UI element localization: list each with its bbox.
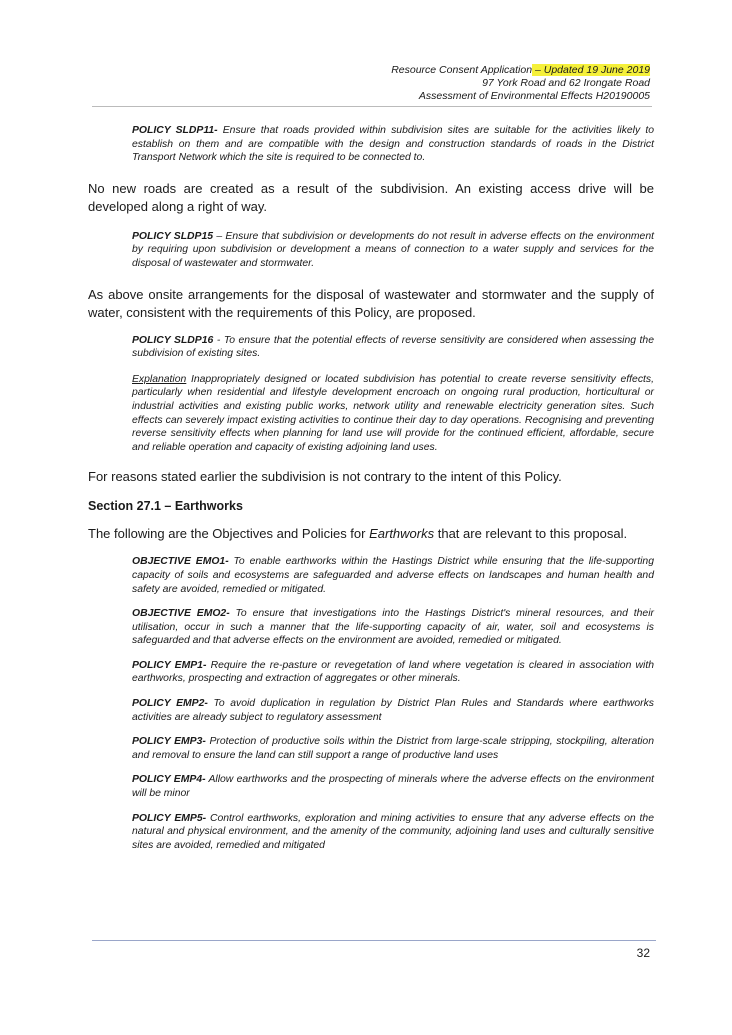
objective-emo2 (132, 607, 654, 648)
policy-label: POLICY EMP1- (132, 659, 207, 671)
policy-label: OBJECTIVE EMO1- (132, 556, 229, 568)
policy-label: POLICY SLDP15 (132, 230, 214, 242)
document-body (88, 124, 654, 852)
header-divider (92, 106, 652, 107)
policy-label: POLICY EMP3- (132, 736, 206, 748)
policy-text: Protection of productive soils within the District from large-scale stripping, stockpiling, alteration and removal to ensure the land can still support a range of productive land uses (132, 736, 654, 761)
policy-text: Allow earthworks and the prospecting of minerals where the adverse effects on the environment will be minor (132, 774, 655, 800)
section-heading: Section 27.1 – Earthworks (88, 499, 243, 514)
explanation-text: Inappropriately designed or located subdivision has potential to create reverse sensitivity effects, particularly when residential and lifestyle development encroach on ongoing rural production, horticultural or industrial activities and existing public works, network utility and renewable electricity generation sites. Such effects can severely impact existing activities to continue their day to day operations. Recognising and preventing reverse sensitivity effects when planning for land use will provide for the continued efficient, affordable, secure and reliable operation and capacity of existing adjoining land uses. (132, 373, 654, 453)
policy-text: - To ensure that the potential effects of reverse sensitivity are considered when assessing the subdivision of existing sites. (132, 334, 654, 360)
footer-divider (92, 940, 656, 941)
policy-label: POLICY EMP5- (132, 812, 207, 824)
policy-emp2 (132, 697, 654, 724)
policy-text: To ensure that investigations into the Hastings District's mineral resources, and their utilisation, occur in such a manner that the life-supporting capacity of air, water, soil and ecosystems is safeguarded and that adverse effects on the environment are avoided, remedied or mitigated. (132, 608, 654, 647)
intro-emphasis: Earthworks (369, 526, 435, 542)
paragraph-reasons: For reasons stated earlier the subdivision is not contrary to the intent of this Policy. (88, 469, 562, 485)
policy-emp1 (132, 659, 654, 686)
policy-sldp11 (132, 124, 654, 165)
policy-text: To avoid duplication in regulation by District Plan Rules and Standards where earthworks activities are already subject to regulatory assessment (132, 698, 654, 723)
policy-text: To enable earthworks within the Hastings District while ensuring that the life-supporting capacity of soils and ecosystems are safeguarded and adverse effects on landscapes and human health and safety are avoided, remedied or mitigated. (132, 556, 654, 595)
policy-emp5 (132, 812, 654, 853)
explanation (132, 373, 654, 455)
paragraph-roads: No new roads are created as a result of the subdivision. An existing access drive will be developed along a right of way. (88, 180, 654, 214)
policy-text: Control earthworks, exploration and mining activities to ensure that any adverse effects on the natural and physical environment, and the amenity of the community, adjoining land uses and culturally sensitive sites are avoided, remedied and mitigated (132, 812, 654, 851)
header-reference: Assessment of Environmental Effects H20190005 (418, 90, 650, 102)
intro-text-end: that are relevant to this proposal. (434, 526, 628, 542)
page-header (391, 64, 650, 103)
policy-label: OBJECTIVE EMO2- (132, 608, 230, 620)
policy-sldp16 (132, 334, 654, 361)
explanation-label: Explanation (132, 373, 187, 385)
paragraph-services: As above onsite arrangements for the disposal of wastewater and stormwater and the supply of water, consistent with the requirements of this Policy, are proposed. (88, 286, 654, 320)
policy-label: POLICY SLDP16 (132, 334, 214, 346)
policy-label: POLICY EMP2- (132, 698, 208, 710)
policy-text: – Ensure that subdivision or developments do not result in adverse effects on the environment by requiring upon subdivision or development a means of connection to a water supply and services for the disposal of wastewater and stormwater. (132, 230, 654, 269)
header-document-title: Resource Consent Application (391, 64, 533, 76)
objective-emo1 (132, 555, 654, 596)
header-update-highlight: – Updated 19 June 2019 (532, 64, 650, 76)
policy-text: Require the re-pasture or revegetation of land where vegetation is cleared in association with earthworks, prospecting and extraction of aggregates or other minerals. (132, 659, 654, 685)
paragraph-objectives-intro (88, 525, 654, 543)
policy-emp3 (132, 735, 654, 762)
policy-sldp15 (132, 230, 654, 271)
policy-emp4 (132, 773, 654, 800)
policy-text: Ensure that roads provided within subdivision sites are suitable for the activities likely to establish on them and are compatible with the design and construction standards of roads in the District Transport Network which the site is required to be connected to. (132, 125, 654, 164)
policy-label: POLICY EMP4- (132, 774, 206, 786)
intro-text: The following are the Objectives and Policies for (88, 526, 370, 542)
page-number: 32 (636, 946, 650, 960)
header-address: 97 York Road and 62 Irongate Road (482, 77, 650, 89)
policy-label: POLICY SLDP11- (132, 125, 218, 136)
header-line-1 (391, 64, 650, 77)
